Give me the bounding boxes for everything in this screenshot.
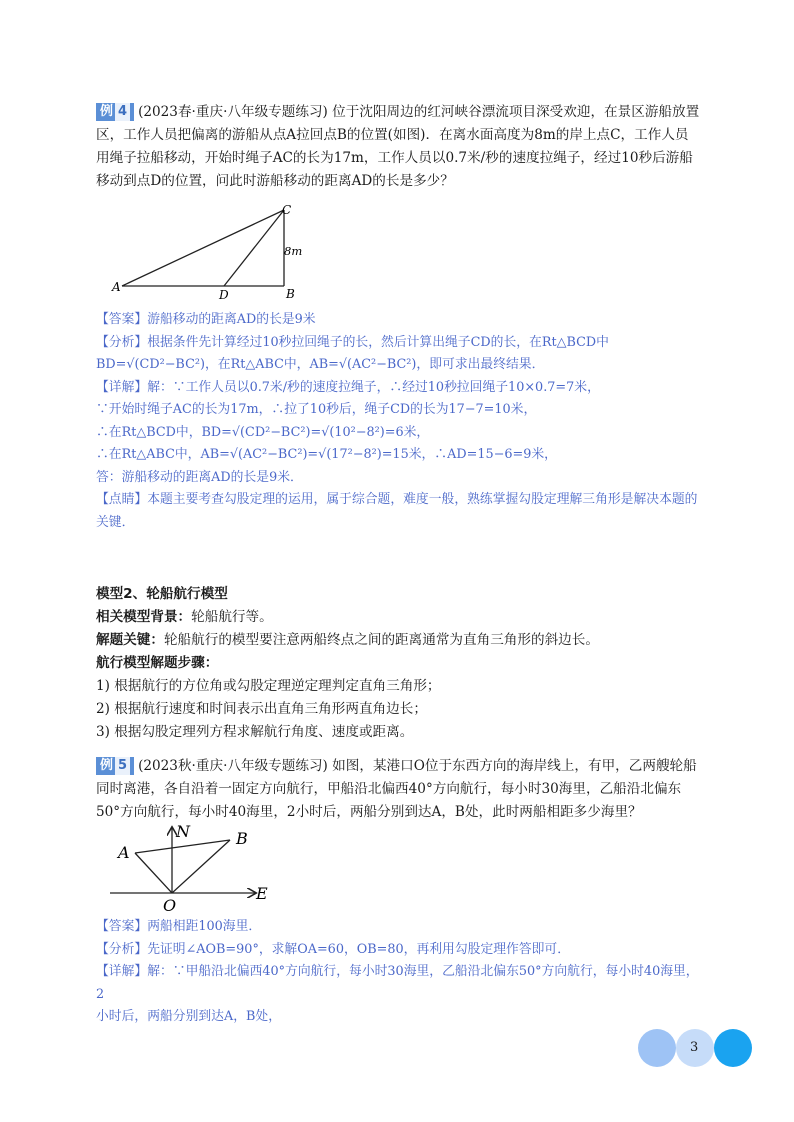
label-height: 8m [284, 244, 303, 258]
detail-5-line: 【详解】解：∵甲船沿北偏西40°方向航行，每小时30海里，乙船沿北偏东50°方向航行，每小时40海里，2 [96, 964, 699, 1002]
example-tag: 例 5 [96, 757, 134, 775]
detail-4-line: ∵开始时绳子AC的长为17m，∴拉了10秒后，绳子CD的长为17−7=10米， [96, 402, 537, 417]
label-E: E [256, 884, 268, 903]
decor-circle-light [638, 1029, 676, 1067]
analysis-5: 【分析】先证明∠AOB=90°，求解OA=60，OB=80，再利用勾股定理作答即可． [96, 941, 571, 957]
example-5-text: (2023秋·重庆·八年级专题练习) 如图，某港口O位于东西方向的海岸线上，有甲，乙两艘轮船同时离港，各自沿着一固定方向航行，甲船沿北偏西40°方向航行，每小时30海里，乙船沿北偏东50°方向航行，每小时40海里，2小时后，两船分别到达A，B处，此时两船相距多少海里？ [96, 758, 697, 820]
example-5-figure [110, 820, 280, 915]
answer-5: 【答案】两船相距100海里． [96, 919, 262, 934]
label-A: A [112, 280, 121, 294]
detail-5-line: 小时后，两船分别到达A，B处， [96, 1009, 282, 1024]
label-O: O [163, 896, 177, 915]
example-4-figure [110, 200, 310, 305]
detail-4-line: 【详解】解：∵工作人员以0.7米/秒的速度拉绳子，∴经过10秒拉回绳子10×0.7=7米， [96, 379, 600, 395]
decor-circle-dark [714, 1029, 752, 1067]
analysis-4: 【分析】根据条件先计算经过10秒拉回绳子的长，然后计算出绳子CD的长，在Rt△BCD中BD=√(CD²−BC²)，在Rt△ABC中，AB=√(AC²−BC²)，即可求出最终结果． [96, 334, 609, 372]
steps-title: 航行模型解题步骤： [96, 655, 219, 671]
example-4-text: (2023春·重庆·八年级专题练习) 位于沈阳周边的红河峡谷漂流项目深受欢迎，在景区游船放置区，工作人员把偏离的游船从点A拉回点B的位置(如图)．在离水面高度为8m的岸上点C，工作人员用绳子拉船移动，开始时绳子AC的长为17m，工作人员以0.7米/秒的速度拉绳子，经过10秒后游船移动到点D的位置，问此时游船移动的距离AD的长是多少？ [96, 104, 700, 189]
example-5-solution [96, 916, 700, 1029]
step-item: 1) 根据航行的方位角或勾股定理逆定理判定直角三角形； [96, 678, 441, 694]
model-key: 解题关键：轮船航行的模型要注意两船终点之间的距离通常为直角三角形的斜边长。 [96, 632, 599, 648]
example-4-problem [96, 101, 700, 193]
label-D: D [219, 288, 229, 302]
example-5-problem [96, 755, 700, 824]
label-B: B [236, 829, 248, 848]
answer-4: 【答案】游船移动的距离AD的长是9米 [96, 312, 316, 327]
detail-4-line: ∴在Rt△ABC中，AB=√(AC²−BC²)=√(17²−8²)=15米，∴AD=15−6=9米， [96, 447, 557, 462]
example-tag: 例 4 [96, 103, 134, 121]
step-item: 3) 根据勾股定理列方程求解航行角度、速度或距离。 [96, 724, 414, 740]
detail-4-line: 答：游船移动的距离AD的长是9米． [96, 469, 303, 485]
page-number: 3 [690, 1040, 699, 1055]
model-background: 相关模型背景：轮船航行等。 [96, 609, 273, 625]
label-N: N [176, 822, 190, 841]
step-item: 2) 根据航行速度和时间表示出直角三角形两直角边长； [96, 701, 427, 717]
model-2-section [96, 583, 700, 744]
label-B: B [286, 287, 295, 301]
comment-4: 【点睛】本题主要考查勾股定理的运用，属于综合题，难度一般，熟练掌握勾股定理解三角形是解决本题的关键． [96, 492, 698, 530]
label-A: A [118, 843, 130, 862]
example-4-solution [96, 309, 700, 534]
detail-4-line: ∴在Rt△BCD中，BD=√(CD²−BC²)=√(10²−8²)=6米， [96, 424, 430, 440]
label-C: C [282, 203, 292, 217]
section-title: 模型2、轮船航行模型 [96, 586, 228, 602]
